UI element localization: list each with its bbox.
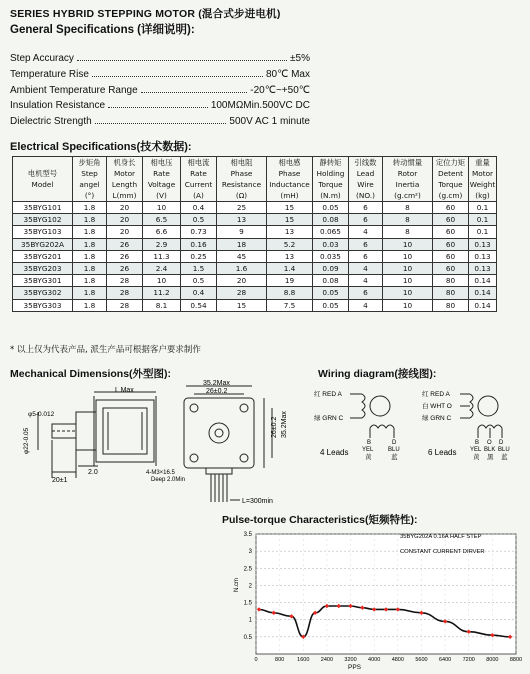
table-header-cell: [433, 157, 469, 202]
table-cell: 2.4: [143, 262, 181, 274]
dim-width-max: 35.2Max: [203, 380, 230, 387]
dim-lmax: L Max: [115, 387, 134, 394]
y-tick-label: 3: [248, 549, 252, 556]
header-line: Inductance: [269, 180, 310, 189]
table-cell: 4: [349, 299, 383, 311]
table-header-cell: [383, 157, 433, 202]
table-cell: 45: [217, 250, 267, 262]
header-line: Voltage: [147, 180, 176, 189]
table-cell: 60: [433, 202, 469, 214]
table-header-cell: [349, 157, 383, 202]
table-cell: 0.08: [313, 275, 349, 287]
x-tick-label: 5600: [415, 657, 428, 663]
x-tick-label: 7200: [462, 657, 475, 663]
x-tick-label: 2400: [320, 657, 334, 663]
table-cell: 10: [383, 262, 433, 274]
table-cell: 5.2: [267, 238, 313, 250]
table-row: [13, 238, 497, 250]
table-cell: 60: [433, 238, 469, 250]
wiring-heading: Wiring diagram(接线图):: [318, 368, 437, 380]
spec-label: Ambient Temperature Range: [10, 85, 138, 96]
table-cell: 80: [433, 299, 469, 311]
table-cell: 35BYG101: [13, 202, 73, 214]
wire6-wht: 白 WHT O: [422, 403, 452, 410]
header-line: (N.m): [320, 191, 341, 200]
header-line: angel: [79, 180, 100, 189]
table-cell: 0.13: [469, 238, 497, 250]
x-tick-label: 3200: [344, 657, 357, 663]
header-line: Model: [31, 180, 54, 189]
table-cell: 0.05: [313, 287, 349, 299]
header-line: 相电压: [150, 158, 173, 167]
table-cell: 15: [267, 202, 313, 214]
spec-label: Temperature Rise: [10, 69, 89, 80]
wire4-yel: YEL: [362, 447, 374, 453]
table-cell: 10: [143, 202, 181, 214]
table-cell: 35BYG301: [13, 275, 73, 287]
header-line: 定位力矩: [435, 158, 466, 167]
spec-ambient-temperature: [10, 82, 310, 96]
electrical-heading: Electrical Specifications(技术数据):: [10, 141, 192, 153]
table-cell: 7.5: [267, 299, 313, 311]
table-cell: 1.8: [73, 287, 107, 299]
table-cell: 35BYG302: [13, 287, 73, 299]
wire4-red: 红 RED A: [314, 391, 342, 398]
table-cell: 0.05: [313, 299, 349, 311]
table-cell: 0.1: [469, 214, 497, 226]
wire6-yel: YEL: [470, 447, 482, 453]
table-cell: 6.5: [143, 214, 181, 226]
chart-annotation-2: CONSTANT CURRENT DIRVER: [400, 549, 485, 555]
header-line: Length: [111, 180, 138, 189]
table-cell: 26: [107, 262, 143, 274]
wire6-blk: BLK: [484, 447, 496, 453]
wire4-blu-cn: 蓝: [391, 454, 398, 461]
y-tick-label: 0.5: [243, 634, 252, 641]
table-cell: 19: [267, 275, 313, 287]
table-cell: 10: [383, 275, 433, 287]
wire4-blu: BLU: [388, 447, 400, 453]
spec-label: Step Accuracy: [10, 53, 74, 64]
table-header-cell: [73, 157, 107, 202]
table-cell: 6.6: [143, 226, 181, 238]
header-line: Torque: [438, 180, 463, 189]
mechanical-drawing: [8, 378, 308, 508]
table-cell: 8.1: [143, 299, 181, 311]
table-cell: 0.4: [181, 287, 217, 299]
table-cell: 2.9: [143, 238, 181, 250]
wire6-blu-cn: 蓝: [501, 454, 508, 461]
x-tick-label: 4000: [368, 657, 381, 663]
table-cell: 26: [107, 250, 143, 262]
table-cell: 60: [433, 214, 469, 226]
table-header-cell: [217, 157, 267, 202]
header-line: Phase: [278, 169, 301, 178]
table-cell: 1.8: [73, 262, 107, 274]
table-header-row: [13, 157, 497, 202]
table-cell: 1.8: [73, 299, 107, 311]
header-line: Resistance: [221, 180, 262, 189]
header-line: Wire: [357, 180, 374, 189]
table-cell: 80: [433, 287, 469, 299]
spec-insulation-resistance: [10, 97, 310, 111]
dim-lead-length: L=300min: [242, 498, 273, 505]
electrical-spec-table: [12, 156, 497, 312]
y-tick-label: 1: [248, 617, 252, 624]
header-line: Step: [81, 169, 98, 178]
table-cell: 0.73: [181, 226, 217, 238]
header-line: L(mm): [112, 191, 137, 200]
header-line: (NO.): [356, 191, 375, 200]
table-cell: 0.5: [181, 214, 217, 226]
table-cell: 1.8: [73, 238, 107, 250]
table-cell: 4: [349, 275, 383, 287]
table-cell: 8: [383, 226, 433, 238]
table-cell: 0.065: [313, 226, 349, 238]
table-cell: 0.03: [313, 238, 349, 250]
header-line: (kg): [475, 191, 490, 200]
table-cell: 60: [433, 262, 469, 274]
table-cell: 1.8: [73, 250, 107, 262]
wire6-o: O: [487, 440, 492, 446]
wire4-grn: 绿 GRN C: [314, 415, 344, 422]
table-cell: 35BYG201: [13, 250, 73, 262]
table-cell: 0.14: [469, 299, 497, 311]
y-tick-label: 3.5: [243, 532, 252, 538]
table-cell: 0.08: [313, 214, 349, 226]
header-line: Holding: [316, 169, 345, 178]
table-row: [13, 299, 497, 311]
wire4-caption: 4 Leads: [320, 448, 349, 457]
table-header-cell: [469, 157, 497, 202]
x-tick-label: 8000: [486, 657, 499, 663]
table-cell: 6: [349, 250, 383, 262]
y-tick-label: 2: [248, 583, 252, 590]
table-row: [13, 275, 497, 287]
header-line: Torque: [318, 180, 343, 189]
dim-height-hole: 26±0.2: [271, 416, 278, 438]
spec-step-accuracy: [10, 50, 310, 64]
table-cell: 0.4: [181, 202, 217, 214]
wire6-d: D: [499, 440, 504, 446]
table-row: [13, 202, 497, 214]
header-line: Rate: [153, 169, 170, 178]
table-cell: 35BYG102: [13, 214, 73, 226]
mechanical-heading: Mechanical Dimensions(外型图):: [10, 368, 172, 380]
header-line: 转动惯量: [392, 158, 423, 167]
header-line: 电机型号: [27, 169, 58, 178]
header-line: (Ω): [235, 191, 248, 200]
table-cell: 1.5: [181, 262, 217, 274]
header-line: Inertia: [395, 180, 420, 189]
wire6-yel-cn: 黄: [473, 454, 480, 461]
table-cell: 0.1: [469, 226, 497, 238]
general-heading: General Specifications (详细说明):: [10, 24, 195, 36]
header-line: (g.cm²): [394, 191, 421, 200]
table-cell: 10: [383, 238, 433, 250]
wire6-b: B: [475, 440, 480, 446]
header-line: (A): [193, 191, 204, 200]
table-cell: 28: [107, 275, 143, 287]
dim-boss-length: 2.0: [88, 469, 98, 476]
table-header-cell: [267, 157, 313, 202]
table-cell: 26: [107, 238, 143, 250]
table-cell: 1.4: [267, 262, 313, 274]
header-line: 重量: [475, 158, 490, 167]
wire4-d: D: [392, 440, 397, 446]
header-line: Lead: [356, 169, 375, 178]
spec-value: ±5%: [290, 53, 310, 64]
table-cell: 60: [433, 250, 469, 262]
table-cell: 10: [383, 250, 433, 262]
table-cell: 28: [217, 287, 267, 299]
header-line: 静转矩: [319, 158, 342, 167]
table-cell: 28: [107, 299, 143, 311]
table-row: [13, 287, 497, 299]
table-header-cell: [181, 157, 217, 202]
table-cell: 10: [143, 275, 181, 287]
spec-value: -20℃~+50℃: [250, 85, 310, 96]
wire6-red: 红 RED A: [422, 391, 450, 398]
spec-value: 100MΩMin.500VC DC: [210, 100, 310, 111]
header-line: Rotor: [397, 169, 418, 178]
header-line: Rate: [190, 169, 207, 178]
dim-width-hole: 26±0.2: [206, 388, 228, 395]
spec-dielectric-strength: [10, 113, 310, 127]
table-cell: 0.16: [181, 238, 217, 250]
chart-x-ticks: [254, 657, 522, 663]
table-header-cell: [13, 157, 73, 202]
spec-label: Insulation Resistance: [10, 100, 106, 111]
dim-shaft-diameter: φ5-0.012: [28, 411, 55, 418]
table-cell: 8: [383, 202, 433, 214]
table-cell: 0.05: [313, 202, 349, 214]
wire6-caption: 6 Leads: [428, 448, 457, 457]
table-note: * 以上仅为代表产品, 派生产品可根据客户要求制作: [10, 345, 201, 355]
table-cell: 13: [217, 214, 267, 226]
table-cell: 0.25: [181, 250, 217, 262]
table-cell: 35BYG202A: [13, 238, 73, 250]
table-row: [13, 262, 497, 274]
table-body: [13, 202, 497, 312]
table-cell: 4: [349, 262, 383, 274]
table-cell: 28: [107, 287, 143, 299]
table-cell: 80: [433, 275, 469, 287]
table-cell: 1.6: [217, 262, 267, 274]
x-tick-label: 6400: [438, 657, 452, 663]
table-cell: 60: [433, 226, 469, 238]
chart-y-label: N.cm: [234, 578, 240, 592]
header-line: (V): [156, 191, 167, 200]
header-line: 步矩角: [78, 158, 101, 167]
table-cell: 20: [107, 202, 143, 214]
chart-annotation-1: 35BYG202A 0.16A HALF STEP: [400, 534, 482, 540]
spec-value: 500V AC 1 minute: [229, 116, 310, 127]
page-title: SERIES HYBRID STEPPING MOTOR (混合式步进电机): [10, 8, 281, 20]
table-cell: 0.14: [469, 275, 497, 287]
table-header-cell: [313, 157, 349, 202]
table-cell: 20: [107, 226, 143, 238]
table-cell: 8: [383, 214, 433, 226]
table-cell: 0.54: [181, 299, 217, 311]
dim-height-max: 35.2Max: [281, 411, 288, 438]
chart-heading: Pulse-torque Characteristics(矩频特性):: [222, 514, 418, 526]
header-line: 相电流: [187, 158, 210, 167]
table-cell: 15: [217, 299, 267, 311]
x-tick-label: 0: [254, 657, 258, 663]
spec-value: 80℃ Max: [265, 69, 310, 80]
table-cell: 20: [217, 275, 267, 287]
header-line: 相电感: [278, 158, 301, 167]
wire4-b: B: [367, 440, 372, 446]
table-cell: 0.13: [469, 250, 497, 262]
wire6-blu: BLU: [498, 447, 510, 453]
dim-boss-diameter: φ22-0.05: [23, 427, 30, 454]
table-cell: 1.8: [73, 202, 107, 214]
wire6-grn: 绿 GRN C: [422, 415, 452, 422]
header-line: 相电阻: [230, 158, 253, 167]
table-cell: 0.1: [469, 202, 497, 214]
table-cell: 1.8: [73, 214, 107, 226]
wiring-diagram: [310, 382, 530, 472]
table-cell: 25: [217, 202, 267, 214]
header-line: 机身长: [113, 158, 136, 167]
y-tick-label: 2.5: [243, 566, 252, 573]
table-cell: 13: [267, 250, 313, 262]
header-line: Detent: [438, 169, 463, 178]
dim-screw: 4-M3×16.5: [146, 470, 175, 476]
table-cell: 1.8: [73, 226, 107, 238]
header-line: (°): [84, 191, 95, 200]
x-tick-label: 4800: [391, 657, 404, 663]
header-line: Motor: [471, 169, 494, 178]
header-line: Weight: [469, 180, 496, 189]
table-cell: 20: [107, 214, 143, 226]
spec-label: Dielectric Strength: [10, 116, 92, 127]
x-tick-label: 8800: [509, 657, 523, 663]
table-cell: 10: [383, 299, 433, 311]
table-cell: 0.035: [313, 250, 349, 262]
dim-screw-depth: Deep 2.0Min: [151, 477, 186, 483]
table-cell: 1.8: [73, 275, 107, 287]
header-line: 引线数: [354, 158, 377, 167]
table-cell: 0.09: [313, 262, 349, 274]
table-row: [13, 226, 497, 238]
table-cell: 0.5: [181, 275, 217, 287]
table-cell: 6: [349, 287, 383, 299]
table-cell: 35BYG203: [13, 262, 73, 274]
pulse-torque-chart: [220, 528, 526, 670]
chart-y-ticks: [244, 532, 253, 641]
y-tick-label: 1.5: [243, 600, 252, 607]
table-cell: 6: [349, 214, 383, 226]
table-cell: 9: [217, 226, 267, 238]
table-cell: 35BYG103: [13, 226, 73, 238]
header-line: (mH): [280, 191, 299, 200]
table-cell: 18: [217, 238, 267, 250]
header-line: Motor: [113, 169, 136, 178]
table-cell: 6: [349, 202, 383, 214]
table-header-cell: [107, 157, 143, 202]
table-cell: 6: [349, 238, 383, 250]
x-tick-label: 1600: [297, 657, 310, 663]
header-line: (g.cm): [438, 191, 463, 200]
x-tick-label: 800: [275, 657, 285, 663]
table-cell: 0.14: [469, 287, 497, 299]
table-cell: 8.8: [267, 287, 313, 299]
table-row: [13, 250, 497, 262]
table-header-cell: [143, 157, 181, 202]
dim-shaft-length: 20±1: [52, 477, 68, 484]
spec-temperature-rise: [10, 66, 310, 80]
wire6-blk-cn: 黑: [487, 454, 494, 461]
table-cell: 4: [349, 226, 383, 238]
table-cell: 0.13: [469, 262, 497, 274]
header-line: Phase: [230, 169, 253, 178]
table-cell: 13: [267, 226, 313, 238]
table-row: [13, 214, 497, 226]
table-cell: 11.2: [143, 287, 181, 299]
chart-x-label: PPS: [348, 664, 362, 670]
table-cell: 10: [383, 287, 433, 299]
header-line: Current: [184, 180, 213, 189]
table-cell: 15: [267, 214, 313, 226]
table-cell: 35BYG303: [13, 299, 73, 311]
wire4-yel-cn: 黄: [365, 454, 372, 461]
table-cell: 11.3: [143, 250, 181, 262]
